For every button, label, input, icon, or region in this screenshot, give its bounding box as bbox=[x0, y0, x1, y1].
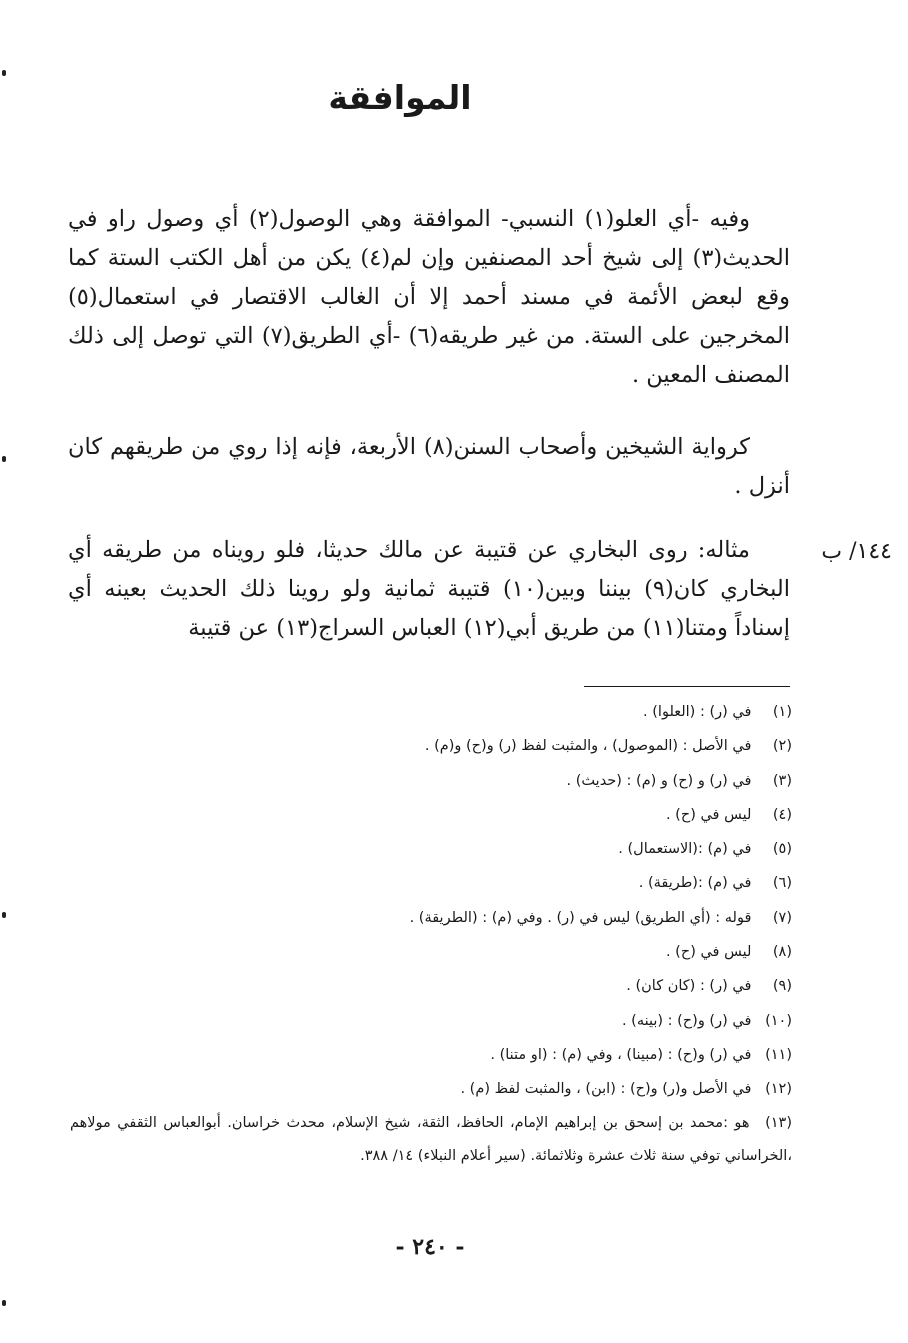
footnote-text: في (ر) و (ح) و (م) : (حديث) . bbox=[566, 772, 752, 789]
footnote-text: في (ر) و(ح) : (مبينا) ، وفي (م) : (او متنا) . bbox=[490, 1046, 752, 1063]
scan-edge-mark bbox=[2, 1300, 6, 1306]
footnote-text: في (ر) : (العلوا) . bbox=[643, 704, 752, 720]
body-paragraph-3 bbox=[68, 531, 790, 648]
footnote bbox=[70, 798, 792, 832]
footnote-number: (١٢) bbox=[765, 1081, 792, 1098]
footnotes-list bbox=[70, 695, 792, 1173]
footnote-text: في (ر) : (كان كان) . bbox=[626, 978, 752, 995]
footnote-number: (٤) bbox=[772, 806, 792, 823]
footnote bbox=[70, 969, 792, 1003]
footnote-text: ليس في (ح) . bbox=[665, 944, 752, 961]
footnote bbox=[70, 1004, 792, 1038]
paragraph-text: وفيه -أي العلو(١) النسبي- الموافقة وهي الوصول(٢) أي وصول راو في الحديث(٣) إلى شيخ أحد المصنفين وإن لم(٤) يكن من أهل الكتب الستة كما وقع لبعض الأئمة في مسند أحمد إلا أن الغالب الاقتصار في استعمال(٥) المخرجين على الستة. من غير طريقه(٦) -أي الطريق(٧) التي توصل إلى ذلك المصنف المعين . bbox=[68, 206, 790, 388]
page-title: الموافقة bbox=[328, 78, 472, 117]
footnote-number: (١٣) bbox=[765, 1114, 792, 1131]
footnote bbox=[70, 1072, 792, 1106]
scan-edge-mark bbox=[2, 70, 6, 76]
footnote-text: ليس في (ح) . bbox=[665, 806, 752, 823]
footnote-number: (٨) bbox=[772, 944, 792, 961]
footnote-number: (٧) bbox=[772, 909, 792, 926]
footnote-number: (٦) bbox=[772, 875, 792, 892]
paragraph-text: كرواية الشيخين وأصحاب السنن(٨) الأربعة، فإنه إذا روي من طريقهم كان أنزل . bbox=[68, 434, 790, 499]
body-paragraph-2 bbox=[68, 428, 790, 506]
footnote-text: في (ر) و(ح) : (بينه) . bbox=[621, 1012, 752, 1029]
footnote bbox=[70, 1107, 792, 1173]
footnote bbox=[70, 866, 792, 900]
footnote-number: (٢) bbox=[772, 738, 792, 755]
footnote bbox=[70, 695, 792, 729]
footnote bbox=[70, 901, 792, 935]
manuscript-folio-marker: ١٤٤/ ب bbox=[821, 539, 892, 564]
footnote-text: هو :محمد بن إسحق بن إبراهيم الإمام، الحافظ، الثقة، شيخ الإسلام، محدث خراسان. أبوالعباس الثقفي مولاهم ،الخراساني توفي سنة ثلاث عشرة وثلاثمائة. (سير أعلام النبلاء) ١٤/ ٣٨٨. bbox=[70, 1114, 792, 1164]
footnote-number: (٩) bbox=[772, 978, 792, 995]
scan-edge-mark bbox=[2, 456, 6, 462]
page-number: - ٢٤٠ - bbox=[395, 1234, 465, 1260]
footnote-text: قوله : (أي الطريق) ليس في (ر) . وفي (م) : (الطريقة) . bbox=[409, 909, 752, 926]
footnote-number: (٣) bbox=[772, 772, 792, 789]
footnote-number: (١) bbox=[772, 704, 792, 720]
paragraph-text: مثاله: روى البخاري عن قتيبة عن مالك حديثا، فلو رويناه من طريقه أي البخاري كان(٩) بيننا وبين(١٠) قتيبة ثمانية ولو روينا ذلك الحديث بعينه أي إسناداً ومتنا(١١) من طريق أبي(١٢) العباس السراج(١٣) عن قتيبة bbox=[68, 537, 790, 641]
footnote-text: في (م) :(طريقة) . bbox=[638, 875, 752, 892]
footnote bbox=[70, 1038, 792, 1072]
footnote-separator bbox=[584, 686, 790, 687]
body-paragraph-1 bbox=[68, 200, 790, 395]
scan-edge-mark bbox=[2, 912, 6, 918]
footnote-number: (١١) bbox=[765, 1046, 792, 1063]
footnote bbox=[70, 729, 792, 763]
footnote bbox=[70, 832, 792, 866]
footnote-number: (٥) bbox=[772, 841, 792, 858]
footnote-number: (١٠) bbox=[765, 1012, 792, 1029]
footnote-text: في الأصل : (الموصول) ، والمثبت لفظ (ر) و(ح) و(م) . bbox=[424, 738, 752, 755]
footnote-text: في الأصل و(ر) و(ح) : (ابن) ، والمثبت لفظ (م) . bbox=[460, 1081, 752, 1098]
footnote-text: في (م) :(الاستعمال) . bbox=[618, 841, 752, 858]
footnote bbox=[70, 764, 792, 798]
footnote bbox=[70, 935, 792, 969]
